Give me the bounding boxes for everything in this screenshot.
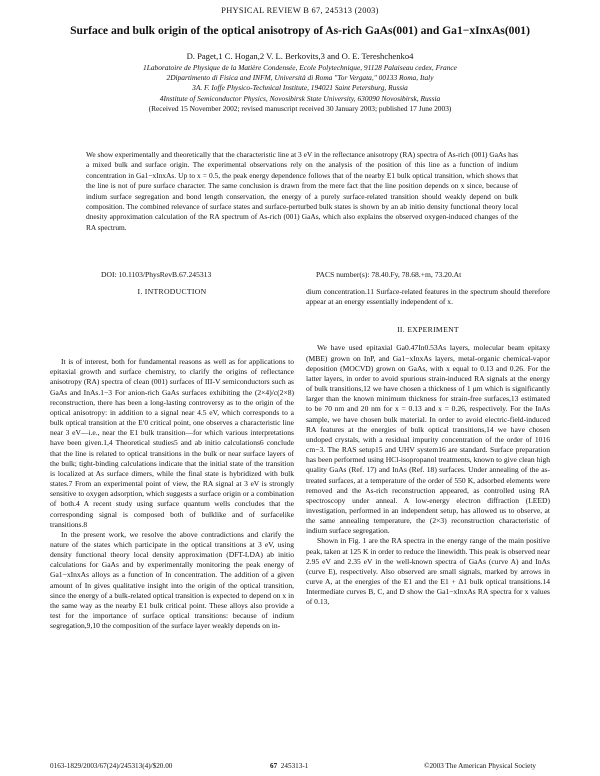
right-column — [306, 287, 550, 608]
footer-volume: 67 — [270, 762, 278, 770]
section-heading-introduction: I. INTRODUCTION — [137, 287, 207, 296]
running-head: PHYSICAL REVIEW B 67, 245313 (2003) — [221, 6, 379, 15]
received-dates: (Received 15 November 2002; revised manuscript received 30 January 2003; published 17 June 2003) — [148, 103, 452, 113]
affiliation-2: 2Dipartimento di Fisica and INFM, Università di Roma "Tor Vergata," 00133 Roma, Italy — [166, 73, 434, 83]
affiliation-3: 3A. F. Ioffe Physico-Technical Institute, 194021 Saint Petersburg, Russia — [192, 83, 408, 93]
pacs-numbers: PACS number(s): 78.40.Fy, 78.68.+m, 73.20.At — [316, 270, 462, 279]
affiliation-1: 1Laboratoire de Physique de la Matière Condensée, Ecole Polytechnique, 91128 Palaiseau cedex, France — [143, 63, 457, 72]
left-column — [50, 287, 294, 631]
intro-paragraph-1: It is of interest, both for fundamental reasons as well as for applications to epitaxial growth and surface chemistry, to clarify the origins of reflectance anisotropy (RA) spectra of clean (001) surfaces of III-V semiconductors such as GaAs and InAs.1−3 For anion-rich GaAs surfaces exhibiting the (2×4)/c(2×8) reconstruction, there has been a long-lasting controversy as to the origin of the optical anisotropy: in addition to a signal near 4.5 eV, which corresponds to a bulk optical transition at the E′0 critical point, one observes a characteristic line near 3 eV—i.e., near the E1 bulk transition—for which various interpretations have been given.1,4 Theoretical studies5 and ab initio calculations6 conclude that the line is related to optical transitions in the bulk or near surface layers of the bulk; tight-binding calculations indicate that the initial state of the transition is localized at As surface dimers, while the final state is hybridized with bulk states.7 From an experimental point of view, the RA signal at 3 eV is strongly sensitive to oxygen adsorption, which suggests a surface origin or a combination of both.4 A recent study using surface quantum wells concludes that the corresponding signal is composed both of bulklike and of surfacelike transitions.8 — [50, 357, 294, 529]
intro-paragraph-2: In the present work, we resolve the above contradictions and clarify the nature of the states which participate in the optical transitions at 3 eV, using density functional theory local density approximation (DFT-LDA) ab initio calculations for GaAs and by experimentally monitoring the peak energy of Ga1−xInxAs alloys as a function of In concentration. The addition of a given amount of In gives qualitative insight into the origin of the optical transition, since the energy of a bulk-related optical transition is expected to depend on x in the same way as the nearby E1 bulk critical point. These alloys also provide a test for the importance of surface optical transitions: because of indium segregation,9,10 the composition of the surface layer weakly depends on in- — [50, 529, 294, 631]
intro-continuation: dium concentration.11 Surface-related features in the spectrum should therefore appear at an energy essentially independent of x. — [306, 287, 550, 307]
footer-page: 245313-1 — [280, 762, 309, 770]
footer-copyright: ©2003 The American Physical Society — [424, 762, 536, 770]
footer-page-number — [270, 762, 308, 770]
author-list: D. Paget,1 C. Hogan,2 V. L. Berkovits,3 and O. E. Tereshchenko4 — [186, 51, 414, 61]
doi-link[interactable]: DOI: 10.1103/PhysRevB.67.245313 — [101, 270, 212, 279]
section-heading-experiment: II. EXPERIMENT — [397, 325, 459, 335]
experiment-paragraph-2: Shown in Fig. 1 are the RA spectra in the energy range of the main positive peak, taken at 125 K in order to reduce the linewidth. This peak is observed near 2.95 eV and 2.35 eV in the well-known spectra of GaAs (curve A) and InAs (curve E), respectively. Also observed are small signals, marked by arrows in curve A, at the energies of the E1 and the E1 + Δ1 bulk optical transitions.14 Intermediate curves B, C, and D show the Ga1−xInxAs RA spectra for x values of 0.13, — [306, 536, 550, 607]
affiliations — [40, 63, 560, 114]
affiliation-4: 4Institute of Semiconductor Physics, Novosibirsk State University, 630090 Novosibirsk, Russia — [159, 93, 441, 103]
abstract: We show experimentally and theoretically that the characteristic line at 3 eV in the reflectance anisotropy (RA) spectra of As-rich (001) GaAs has a mixed bulk and surface origin. The experimental observations rely on the analysis of the position of this line as a function of indium concentration in Ga1−xInxAs. Up to x = 0.5, the peak energy dependence follows that of the nearby E1 bulk optical transition, which shows that the line is not of pure surface character. The same conclusion is drawn from the mere fact that the line position depends on x since, because of indium surface segregation and bond length conservation, the energy of a purely surface-related transition should weakly depend on bulk composition. The combined relevance of surface states and surface-perturbed bulk states is shown by an ab initio density functional theory local dnesity approximation calculation of the RA spectrum of As-rich (001) GaAs, which also explains the observed oxygen-induced changes of the RA spectrum. — [86, 150, 518, 232]
experiment-paragraph-1: We have used epitaxial Ga0.47In0.53As layers, molecular beam epitaxy (MBE) grown on InP, and Ga1−xInxAs layers, metal-organic chemical-vapor deposition (MOCVD) grown on GaAs, with x equal to 0.13 and 0.26. For the latter layers, in order to avoid spurious strain-induced RA signals at the energy of bulk transitions,12 we have chosen a thickness of 1 μm which is significantly larger than the known minimum thickness for strain-free surfaces,13 estimated to be 70 nm and 20 nm for x = 0.13 and x = 0.26, respectively. For the InAs sample, we have chosen bulk material. In order to avoid electric-field-induced RA features at the energies of bulk optical transitions,14 we have chosen undoped crystals, with a residual impurity concentration of the order of 1016 cm−3. The RAS setup15 and UHV system16 are standard. Surface preparation has been performed using HCl-isopropanol treatments, known to give clean high quality GaAs (Ref. 17) and InAs (Ref. 18) surfaces. Under annealing of the as-treated surfaces, at a temperature of the order of 550 K, adsorbed elements were removed and the As-rich reconstruction appeared, as controlled using RA spectroscopy under anneal. A low-energy electron diffraction (LEED) investigation, performed in an independent setup, has allowed us to observe, at the same annealing temperature, the (2×3) reconstruction characteristic of indium surface segregation. — [306, 343, 550, 536]
article-title: Surface and bulk origin of the optical anisotropy of As-rich GaAs(001) and Ga1−xInxAs(001) — [70, 24, 530, 37]
footer-code: 0163-1829/2003/67(24)/245313(4)/$20.00 — [50, 762, 173, 770]
